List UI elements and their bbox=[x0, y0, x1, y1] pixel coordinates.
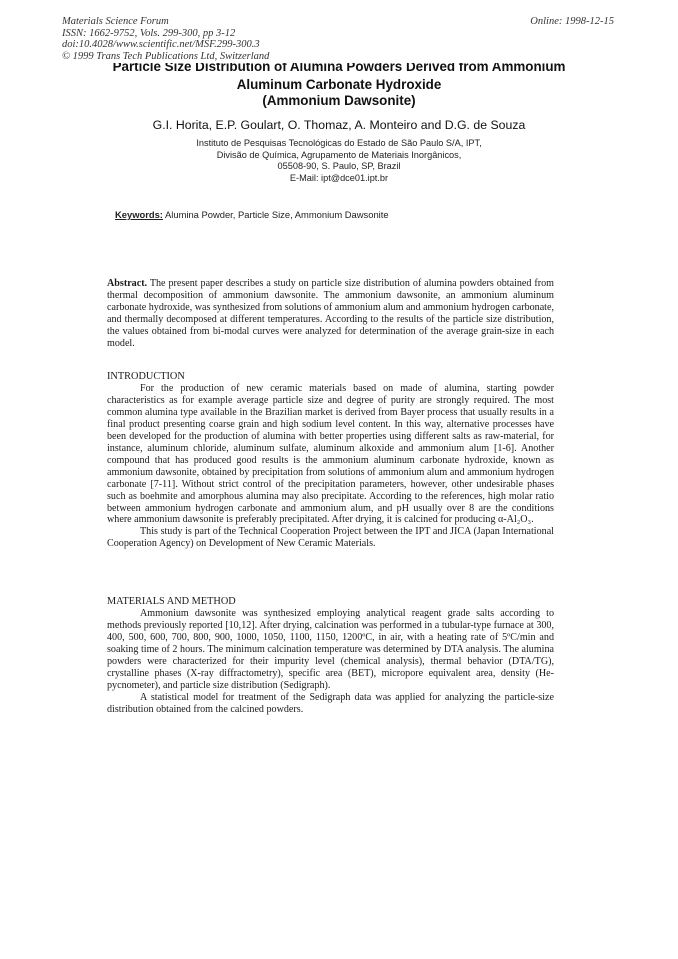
materials-paragraph-1: Ammonium dawsonite was synthesized employing analytical reagent grade salts according to methods previously reported [10,12]. After drying, calcination was performed in a tubular-type furnace at 300, 400, 500, 600, 700, 800, 900, 1000, 1050, 1100, 1150, 1200ºC, in air, with a heating rate of 5ºC/min and soaking time of 2 hours. The minimum calcination temperature was determined by DTA analysis. The alumina powders were characterized for their impurity level (chemical analysis), thermal behavior (DTA/TG), crystalline phases (X-ray diffractometry), specific area (BET), micropore equivalent area, density (He-pycnometer), and particle size distribution (Sedigraph). bbox=[107, 608, 554, 691]
materials-paragraph-2: A statistical model for treatment of the Sedigraph data was applied for analyzing the particle-size distribution obtained from the calcined powders. bbox=[107, 691, 554, 715]
keywords bbox=[115, 209, 389, 220]
abstract-text: The present paper describes a study on particle size distribution of alumina powders obtained from thermal decomposition of ammonium dawsonite. The ammonium dawsonite, an ammonium aluminum carbonate hydroxide, was synthesized from solutions of ammonium alum and ammonium hydrogen carbonate, and thermally decomposed at different temperatures. According to the results of the particle size distribution, the values obtained from bi-modal curves were analyzed for determination of the average grain-size in each model. bbox=[107, 278, 554, 349]
title-line-1: Particle Size Distribution of Alumina Powders Derived from Ammonium bbox=[112, 63, 566, 74]
doi-line: doi:10.4028/www.scientific.net/MSF.299-300.3 bbox=[62, 39, 260, 50]
materials-heading: MATERIALS AND METHOD bbox=[107, 596, 236, 607]
author-list: G.I. Horita, E.P. Goulart, O. Thomaz, A. Monteiro and D.G. de Souza bbox=[152, 118, 526, 132]
introduction-paragraph-1: For the production of new ceramic materials based on made of alumina, starting powder characteristics as for example average particle size and degree of purity are strongly required. The most common alumina type available in the Brazilian market is derived from Bayer process that usually results in a final product presenting coarse grain and high sodium level content. In this way, alternative processes have been developed for the production of alumina with better properties using different salts as raw-material, for instance, aluminum chloride, aluminum sulfate, aluminum alkoxide and ammonium alum [1-6]. Another compound that has produced good results is the ammonium aluminum carbonate hydroxide, known as ammonium dawsonite, obtained by precipitation from solutions of ammonium alum and ammonium hydrogen carbonate [7-11]. Without strict control of the precipitation parameters, however, other undesirable phases such as boehmite and amorphous alumina may also precipitate. According to the references, high molar ratio between ammonium hydrogen carbonate and ammonium alum, and pH usually over 8 are the conditions where ammonium dawsonite is preferably precipitated. After drying, it is calcined for producing α-Al₂O₃. bbox=[107, 383, 554, 526]
materials-section bbox=[107, 608, 554, 716]
abstract bbox=[107, 278, 554, 350]
journal-header bbox=[62, 16, 269, 62]
title-line-2: Aluminum Carbonate Hydroxide bbox=[236, 77, 442, 92]
introduction-section bbox=[107, 383, 554, 550]
title-line-1-clipped bbox=[100, 63, 578, 77]
affiliation-line-2: Divisão de Química, Agrupamento de Materiais Inorgânicos, bbox=[216, 149, 462, 160]
affiliation-email: E-Mail: ipt@dce01.ipt.br bbox=[289, 172, 389, 183]
affiliation bbox=[120, 138, 558, 184]
online-date: Online: 1998-12-15 bbox=[530, 16, 614, 27]
introduction-paragraph-2: This study is part of the Technical Cooperation Project between the IPT and JICA (Japan International Cooperation Agency) on Development of New Ceramic Materials. bbox=[107, 526, 554, 550]
affiliation-line-1: Instituto de Pesquisas Tecnológicas do Estado de São Paulo S/A, IPT, bbox=[196, 138, 482, 148]
issn-line: ISSN: 1662-9752, Vols. 299-300, pp 3-12 bbox=[62, 27, 236, 39]
paper-title bbox=[100, 63, 578, 109]
abstract-label: Abstract. bbox=[107, 278, 148, 289]
keywords-text: Alumina Powder, Particle Size, Ammonium Dawsonite bbox=[165, 209, 389, 220]
journal-name: Materials Science Forum bbox=[62, 16, 169, 27]
keywords-label: Keywords: bbox=[115, 209, 163, 220]
introduction-heading: INTRODUCTION bbox=[107, 371, 185, 382]
affiliation-line-3: 05508-90, S. Paulo, SP, Brazil bbox=[277, 161, 401, 172]
copyright-line: © 1999 Trans Tech Publications Ltd, Switzerland bbox=[62, 50, 270, 62]
title-line-3: (Ammonium Dawsonite) bbox=[262, 93, 416, 108]
